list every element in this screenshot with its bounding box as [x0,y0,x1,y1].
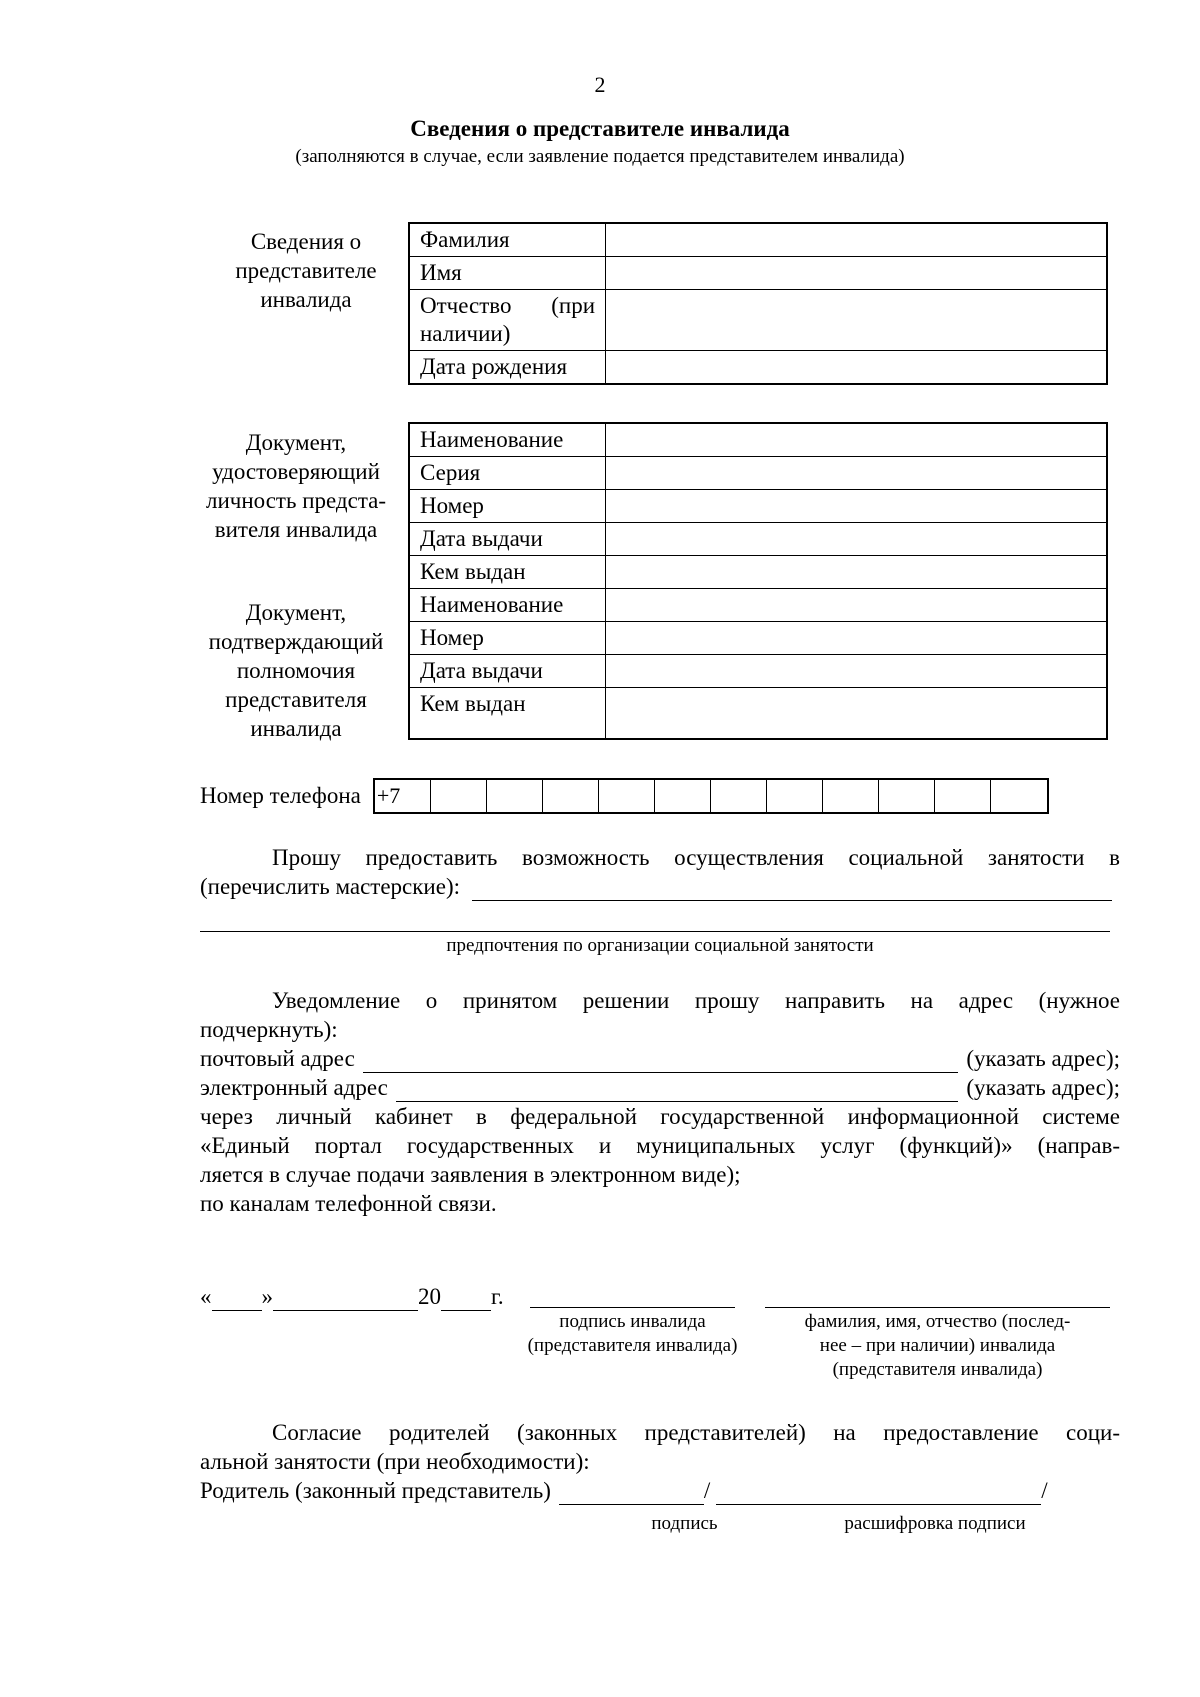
id-doc-series-field[interactable] [606,457,1108,490]
phone-digit-cell[interactable] [991,780,1047,812]
auth-doc-name-field[interactable] [606,589,1108,622]
auth-doc-date-field[interactable] [606,655,1108,688]
request-line1: Прошу предоставить возможность осуществления социальной занятости в [272,845,1120,870]
table-row [409,490,1107,523]
id-doc-issuer-field[interactable] [606,556,1108,589]
field-label: Наименование [409,423,606,457]
email-address-row[interactable] [200,1073,1120,1102]
year-prefix: 20 [418,1284,441,1309]
parent-row [200,1476,1120,1505]
parent-decode-caption: расшифровка подписи [844,1513,1026,1534]
phone-row [200,778,1049,814]
consent-line1: Согласие родителей (законных представителей) на предоставление соци- [272,1420,1120,1445]
section2-label-line: вителя инвалида [214,517,378,542]
field-label: Фамилия [409,223,606,257]
phone-channel-option[interactable]: по каналам телефонной связи. [200,1191,497,1216]
table-row [409,589,1107,622]
auth-doc-number-field[interactable] [606,622,1108,655]
section2-label [186,428,406,544]
email-address-label: электронный адрес [200,1075,388,1100]
section3-label [186,598,406,743]
workshops-input-line[interactable] [472,878,1112,901]
request-line2-label: (перечислить мастерские): [200,874,460,899]
phone-input[interactable] [373,778,1049,814]
slash: / [703,1478,711,1503]
postal-address-row[interactable] [200,1044,1120,1073]
phone-digit-cell[interactable] [655,780,711,812]
notice-line1: Уведомление о принятом решении прошу направить на адрес (нужное [272,988,1120,1013]
table-row [409,257,1107,290]
signature-caption-line: (представителя инвалида) [527,1335,738,1356]
phone-digit-cell[interactable] [487,780,543,812]
year-suffix: г. [491,1284,504,1309]
phone-digit-cell[interactable] [823,780,879,812]
field-label: Дата выдачи [409,655,606,688]
signature-caption-line: подпись инвалида [559,1311,706,1332]
signature-input-line[interactable] [530,1307,735,1308]
phone-digit-cell[interactable] [935,780,991,812]
field-label: Серия [409,457,606,490]
table-row [409,351,1107,385]
id-doc-name-field[interactable] [606,423,1108,457]
phone-digit-cell[interactable] [879,780,935,812]
id-doc-number-field[interactable] [606,490,1108,523]
table-row [409,655,1107,688]
section3-label-line: представителя [225,687,367,712]
phone-digit-cell[interactable] [767,780,823,812]
section2-label-line: удостоверяющий [212,459,380,484]
day-input-line[interactable] [212,1288,262,1311]
parent-label: Родитель (законный представитель) [200,1478,551,1503]
field-label: Кем выдан [409,556,606,589]
table-row [409,223,1107,257]
patronymic-field[interactable] [606,290,1108,351]
fullname-input-line[interactable] [765,1307,1110,1308]
id-doc-date-field[interactable] [606,523,1108,556]
fullname-caption-line: (представителя инвалида) [832,1359,1043,1380]
section2-label-line: Документ, [245,430,347,455]
field-label: Дата рождения [409,351,606,385]
table-row [409,556,1107,589]
birthdate-field[interactable] [606,351,1108,385]
month-input-line[interactable] [273,1288,418,1311]
field-label: Номер [409,622,606,655]
section1-label-line: инвалида [260,287,352,312]
fullname-caption [765,1310,1110,1382]
fullname-caption-line: фамилия, имя, отчество (послед- [804,1311,1071,1332]
cabinet-option-line1[interactable]: через личный кабинет в федеральной государственной информационной системе [200,1104,1120,1129]
year-input-line[interactable] [441,1288,491,1311]
parent-decode-input-line[interactable] [716,1482,1041,1505]
field-label: Кем выдан [409,688,606,740]
postal-address-label: почтовый адрес [200,1046,355,1071]
section1-label-line: Сведения о [250,229,362,254]
table-row [409,622,1107,655]
name-field[interactable] [606,257,1108,290]
documents-table [408,422,1108,740]
parent-signature-caption: подпись [651,1513,718,1534]
consent-line2: альной занятости (при необходимости): [200,1449,590,1474]
table-row [409,457,1107,490]
request-line2-row [200,872,1120,901]
table-row [409,688,1107,740]
section1-label-line: представителе [235,258,377,283]
date-close-quote: » [261,1284,273,1309]
cabinet-option-line3[interactable]: ляется в случае подачи заявления в электронном виде); [200,1162,741,1187]
postal-address-input-line[interactable] [363,1050,959,1073]
field-label: Номер [409,490,606,523]
table-row [409,290,1107,351]
phone-digit-cell[interactable] [711,780,767,812]
phone-prefix: +7 [375,780,431,812]
phone-digit-cell[interactable] [599,780,655,812]
phone-label: Номер телефона [200,783,361,808]
section3-label-line: подтверждающий [208,629,384,654]
cabinet-option-line2[interactable]: «Единый портал государственных и муниципальных услуг (функций)» (направ- [200,1133,1120,1158]
email-address-suffix: (указать адрес); [966,1075,1120,1100]
auth-doc-issuer-field[interactable] [606,688,1108,740]
date-row [200,1282,504,1311]
section3-label-line: Документ, [245,600,347,625]
page-subtitle: (заполняются в случае, если заявление подается представителем инвалида) [295,146,905,167]
signature-caption [500,1310,765,1358]
section3-label-line: инвалида [250,716,342,741]
representative-table [408,222,1108,385]
section2-label-line: личность предста- [205,488,387,513]
table-row [409,423,1107,457]
page-number: 2 [594,72,606,97]
field-label: Отчество (при наличии) [409,290,606,351]
parent-signature-input-line[interactable] [559,1482,704,1505]
field-label: Наименование [409,589,606,622]
page-title: Сведения о представителе инвалида [410,116,790,141]
fullname-caption-line: нее – при наличии) инвалида [819,1335,1056,1356]
field-label: Дата выдачи [409,523,606,556]
email-address-input-line[interactable] [396,1079,958,1102]
preferences-input-line[interactable] [200,931,1110,932]
section3-label-line: полномочия [236,658,356,683]
field-label: Имя [409,257,606,290]
postal-address-suffix: (указать адрес); [966,1046,1120,1071]
table-row [409,523,1107,556]
phone-digit-cell[interactable] [543,780,599,812]
date-open-quote: « [200,1284,212,1309]
section1-label [196,227,416,314]
preferences-caption: предпочтения по организации социальной занятости [446,935,874,956]
notice-line2: подчеркнуть): [200,1017,338,1042]
slash: / [1041,1478,1048,1503]
surname-field[interactable] [606,223,1108,257]
phone-digit-cell[interactable] [431,780,487,812]
